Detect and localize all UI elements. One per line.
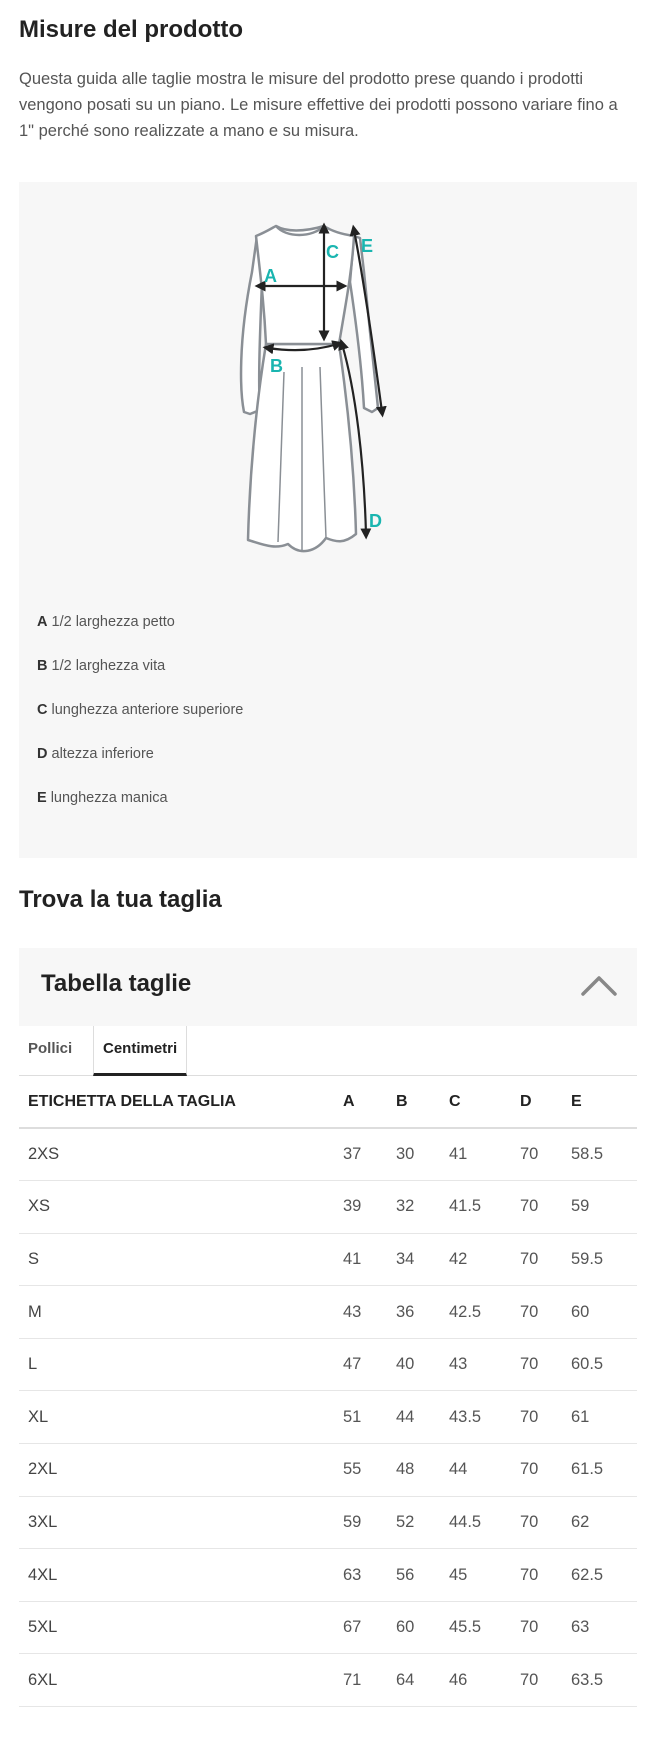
table-row	[19, 1549, 637, 1602]
table-row	[19, 1496, 637, 1549]
size-label-cell: 4XL	[19, 1549, 334, 1602]
find-size-title: Trova la tua taglia	[19, 886, 222, 913]
table-cell: 64	[387, 1654, 440, 1707]
table-cell: 70	[511, 1128, 562, 1181]
legend-item	[37, 700, 243, 744]
diagram-label-a: A	[264, 266, 277, 286]
unit-tabs	[19, 1026, 637, 1076]
table-cell: 70	[511, 1338, 562, 1391]
table-cell: 41.5	[440, 1181, 511, 1234]
table-cell: 32	[387, 1181, 440, 1234]
table-row	[19, 1654, 637, 1707]
legend-text: 1/2 larghezza vita	[51, 658, 166, 674]
table-cell: 60.5	[562, 1338, 637, 1391]
legend-text: altezza inferiore	[51, 746, 154, 762]
table-row	[19, 1233, 637, 1286]
table-cell: 60	[387, 1601, 440, 1654]
table-cell: 67	[334, 1601, 387, 1654]
table-cell: 70	[511, 1496, 562, 1549]
table-cell: 58.5	[562, 1128, 637, 1181]
table-cell: 30	[387, 1128, 440, 1181]
tab-centimeters[interactable]: Centimetri	[93, 1026, 187, 1076]
table-row	[19, 1601, 637, 1654]
table-cell: 47	[334, 1338, 387, 1391]
table-cell: 37	[334, 1128, 387, 1181]
legend-item	[37, 612, 243, 656]
table-row	[19, 1338, 637, 1391]
column-header: E	[562, 1076, 637, 1128]
legend-text: lunghezza manica	[50, 790, 168, 806]
table-cell: 39	[334, 1181, 387, 1234]
column-header: C	[440, 1076, 511, 1128]
table-cell: 45.5	[440, 1601, 511, 1654]
legend-key: E	[37, 790, 47, 806]
size-chart-title: Tabella taglie	[41, 970, 192, 997]
diagram-label-b: B	[270, 356, 283, 376]
table-cell: 43	[334, 1286, 387, 1339]
column-header: ETICHETTA DELLA TAGLIA	[19, 1076, 334, 1128]
tab-inches[interactable]: Pollici	[28, 1040, 73, 1057]
table-cell: 70	[511, 1286, 562, 1339]
legend-text: lunghezza anteriore superiore	[51, 702, 244, 718]
legend-key: B	[37, 658, 48, 674]
table-cell: 44.5	[440, 1496, 511, 1549]
measurements-intro: Questa guida alle taglie mostra le misure del prodotto prese quando i prodotti vengono posati su un piano. Le misure effettive dei prodotti possono variare fino a 1" perché sono realizzate a mano e su misura.	[19, 70, 618, 140]
table-cell: 70	[511, 1181, 562, 1234]
table-cell: 70	[511, 1444, 562, 1497]
legend-key: A	[37, 614, 48, 630]
table-cell: 59.5	[562, 1233, 637, 1286]
table-cell: 43.5	[440, 1391, 511, 1444]
table-cell: 60	[562, 1286, 637, 1339]
table-cell: 71	[334, 1654, 387, 1707]
legend-item	[37, 656, 243, 700]
column-header: D	[511, 1076, 562, 1128]
table-cell: 70	[511, 1549, 562, 1602]
table-cell: 36	[387, 1286, 440, 1339]
table-cell: 70	[511, 1391, 562, 1444]
table-cell: 43	[440, 1338, 511, 1391]
table-cell: 48	[387, 1444, 440, 1497]
table-cell: 56	[387, 1549, 440, 1602]
table-cell: 70	[511, 1601, 562, 1654]
measurement-diagram-panel	[19, 182, 637, 858]
table-header-row	[19, 1076, 637, 1128]
size-label-cell: 2XS	[19, 1128, 334, 1181]
dress-diagram	[214, 222, 434, 582]
table-row	[19, 1286, 637, 1339]
table-cell: 44	[440, 1444, 511, 1497]
table-row	[19, 1391, 637, 1444]
table-cell: 70	[511, 1654, 562, 1707]
table-cell: 40	[387, 1338, 440, 1391]
table-cell: 51	[334, 1391, 387, 1444]
size-chart-header[interactable]	[19, 948, 637, 1026]
table-cell: 70	[511, 1233, 562, 1286]
table-cell: 63	[334, 1549, 387, 1602]
table-cell: 62.5	[562, 1549, 637, 1602]
table-cell: 63	[562, 1601, 637, 1654]
measurements-title: Misure del prodotto	[19, 16, 243, 43]
diagram-label-e: E	[361, 236, 374, 256]
column-header: A	[334, 1076, 387, 1128]
size-label-cell: M	[19, 1286, 334, 1339]
table-cell: 46	[440, 1654, 511, 1707]
size-label-cell: L	[19, 1338, 334, 1391]
table-cell: 62	[562, 1496, 637, 1549]
table-cell: 41	[440, 1128, 511, 1181]
table-row	[19, 1181, 637, 1234]
legend-text: 1/2 larghezza petto	[51, 614, 175, 630]
table-cell: 61	[562, 1391, 637, 1444]
table-row	[19, 1444, 637, 1497]
table-cell: 42	[440, 1233, 511, 1286]
table-cell: 45	[440, 1549, 511, 1602]
size-label-cell: 6XL	[19, 1654, 334, 1707]
table-cell: 42.5	[440, 1286, 511, 1339]
table-cell: 52	[387, 1496, 440, 1549]
size-label-cell: XS	[19, 1181, 334, 1234]
table-cell: 59	[562, 1181, 637, 1234]
size-label-cell: 2XL	[19, 1444, 334, 1497]
size-label-cell: 5XL	[19, 1601, 334, 1654]
table-cell: 44	[387, 1391, 440, 1444]
legend-key: D	[37, 746, 48, 762]
table-cell: 63.5	[562, 1654, 637, 1707]
table-cell: 41	[334, 1233, 387, 1286]
legend-item	[37, 744, 243, 788]
diagram-label-d: D	[369, 511, 382, 531]
size-table	[19, 1076, 637, 1707]
table-cell: 34	[387, 1233, 440, 1286]
table-cell: 59	[334, 1496, 387, 1549]
measurement-legend	[37, 612, 243, 832]
table-cell: 55	[334, 1444, 387, 1497]
size-label-cell: XL	[19, 1391, 334, 1444]
size-label-cell: S	[19, 1233, 334, 1286]
size-label-cell: 3XL	[19, 1496, 334, 1549]
size-table-body	[19, 1128, 637, 1707]
legend-item	[37, 788, 243, 832]
table-row	[19, 1128, 637, 1181]
table-cell: 61.5	[562, 1444, 637, 1497]
diagram-label-c: C	[326, 242, 339, 262]
legend-key: C	[37, 702, 48, 718]
chevron-up-icon[interactable]	[579, 970, 619, 1000]
column-header: B	[387, 1076, 440, 1128]
